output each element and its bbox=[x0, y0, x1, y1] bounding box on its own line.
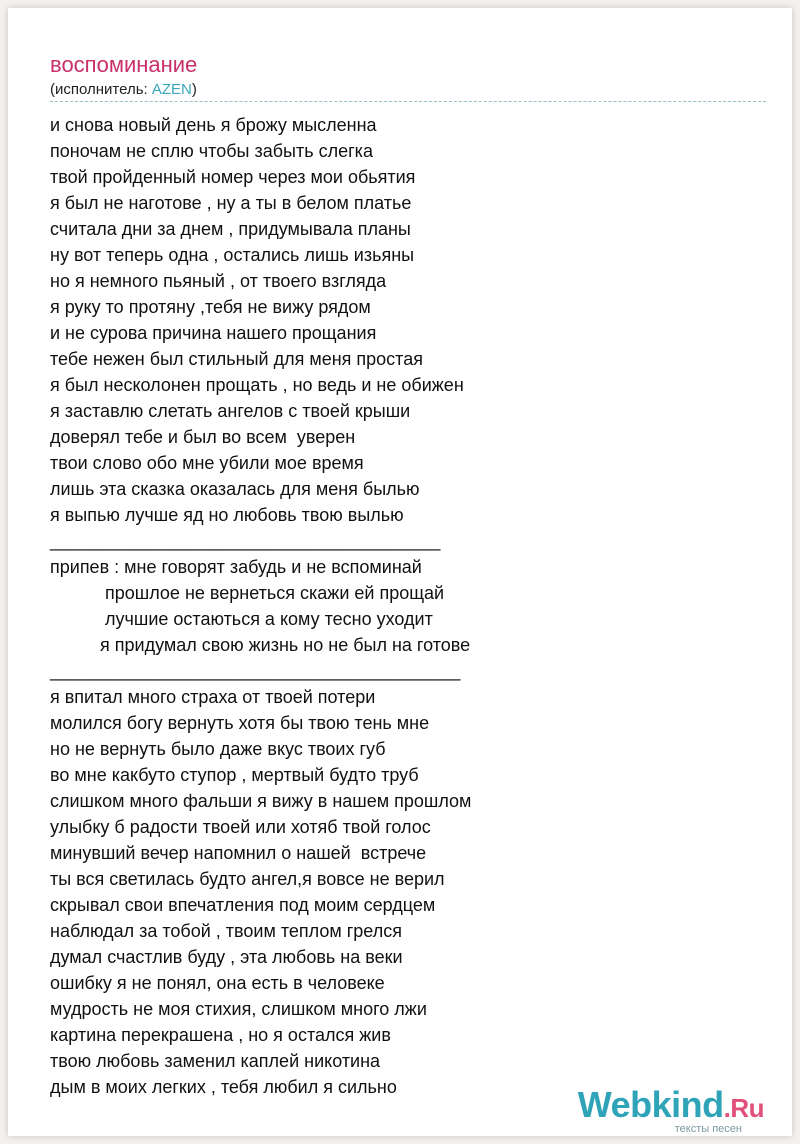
lyrics-text bbox=[50, 112, 471, 1100]
artist-link[interactable]: AZEN bbox=[151, 81, 192, 98]
lyric-line: думал счастлив буду , эта любовь на веки bbox=[50, 947, 403, 967]
lyric-line: ошибку я не понял, она есть в человеке bbox=[50, 973, 385, 993]
lyric-line: я был не наготове , ну а ты в белом платье bbox=[50, 193, 412, 213]
lyric-line: и не сурова причина нашего прощания bbox=[50, 323, 377, 343]
lyric-line: наблюдал за тобой , твоим теплом грелся bbox=[50, 921, 402, 941]
artist-byline bbox=[50, 81, 197, 98]
header-divider bbox=[50, 101, 766, 102]
lyric-line: я заставлю слетать ангелов с твоей крыши bbox=[50, 401, 411, 421]
lyric-line: слишком много фальши я вижу в нашем прошлом bbox=[50, 791, 472, 811]
lyric-line: доверял тебе и был во всем уверен bbox=[50, 427, 356, 447]
lyric-line: считала дни за днем , придумывала планы bbox=[50, 219, 411, 239]
lyric-line: я руку то протяну ,тебя не вижу рядом bbox=[50, 297, 371, 317]
lyric-line: я выпью лучше яд но любовь твою вылью bbox=[50, 505, 404, 525]
logo-main-text: Webkind bbox=[577, 1084, 724, 1125]
lyric-line: твой пройденный номер через мои обьятия bbox=[50, 167, 416, 187]
logo-tagline: тексты песен bbox=[674, 1123, 742, 1135]
page-sheet bbox=[8, 8, 792, 1136]
lyric-line: _________________________________________ bbox=[50, 661, 461, 681]
lyric-line: лучшие остаються а кому тесно уходит bbox=[50, 609, 433, 629]
lyric-line: твои слово обо мне убили мое время bbox=[50, 453, 364, 473]
lyric-line: припев : мне говорят забудь и не вспоминай bbox=[50, 557, 422, 577]
lyric-line: я впитал много страха от твоей потери bbox=[50, 687, 376, 707]
lyric-line: я придумал свою жизнь но не был на готове bbox=[50, 635, 471, 655]
lyric-line: мудрость не моя стихия, слишком много лжи bbox=[50, 999, 427, 1019]
lyric-line: минувший вечер напомнил о нашей встрече bbox=[50, 843, 427, 863]
lyric-line: твою любовь заменил каплей никотина bbox=[50, 1051, 381, 1071]
lyric-line: но не вернуть было даже вкус твоих губ bbox=[50, 739, 386, 759]
lyric-line: во мне какбуто ступор , мертвый будто труб bbox=[50, 765, 419, 785]
site-logo[interactable] bbox=[578, 1086, 764, 1135]
lyric-line: но я немного пьяный , от твоего взгляда bbox=[50, 271, 387, 291]
byline-prefix: (исполнитель: bbox=[50, 81, 152, 98]
logo-suffix: .Ru bbox=[723, 1093, 764, 1123]
lyric-line: молился богу вернуть хотя бы твою тень мне bbox=[50, 713, 430, 733]
lyric-line: ну вот теперь одна , остались лишь изьяны bbox=[50, 245, 415, 265]
lyric-line: поночам не сплю чтобы забыть слегка bbox=[50, 141, 373, 161]
byline-suffix: ) bbox=[191, 81, 197, 98]
lyric-line: дым в моих легких , тебя любил я сильно bbox=[50, 1077, 397, 1097]
lyric-line: я был несколонен прощать , но ведь и не обижен bbox=[50, 375, 464, 395]
lyric-line: картина перекрашена , но я остался жив bbox=[50, 1025, 391, 1045]
lyric-line: и снова новый день я брожу мысленна bbox=[50, 115, 377, 135]
lyric-line: прошлое не вернеться скажи ей прощай bbox=[50, 583, 445, 603]
lyric-line: тебе нежен был стильный для меня простая bbox=[50, 349, 423, 369]
lyric-line: ты вся светилась будто ангел,я вовсе не верил bbox=[50, 869, 445, 889]
lyric-line: улыбку б радости твоей или хотяб твой голос bbox=[50, 817, 431, 837]
song-title: воспоминание bbox=[50, 52, 198, 77]
lyric-line: лишь эта сказка оказалась для меня былью bbox=[50, 479, 420, 499]
logo-wordmark bbox=[578, 1086, 764, 1127]
lyric-line: скрывал свои впечатления под моим сердцем bbox=[50, 895, 436, 915]
lyric-line: _______________________________________ bbox=[50, 531, 441, 551]
